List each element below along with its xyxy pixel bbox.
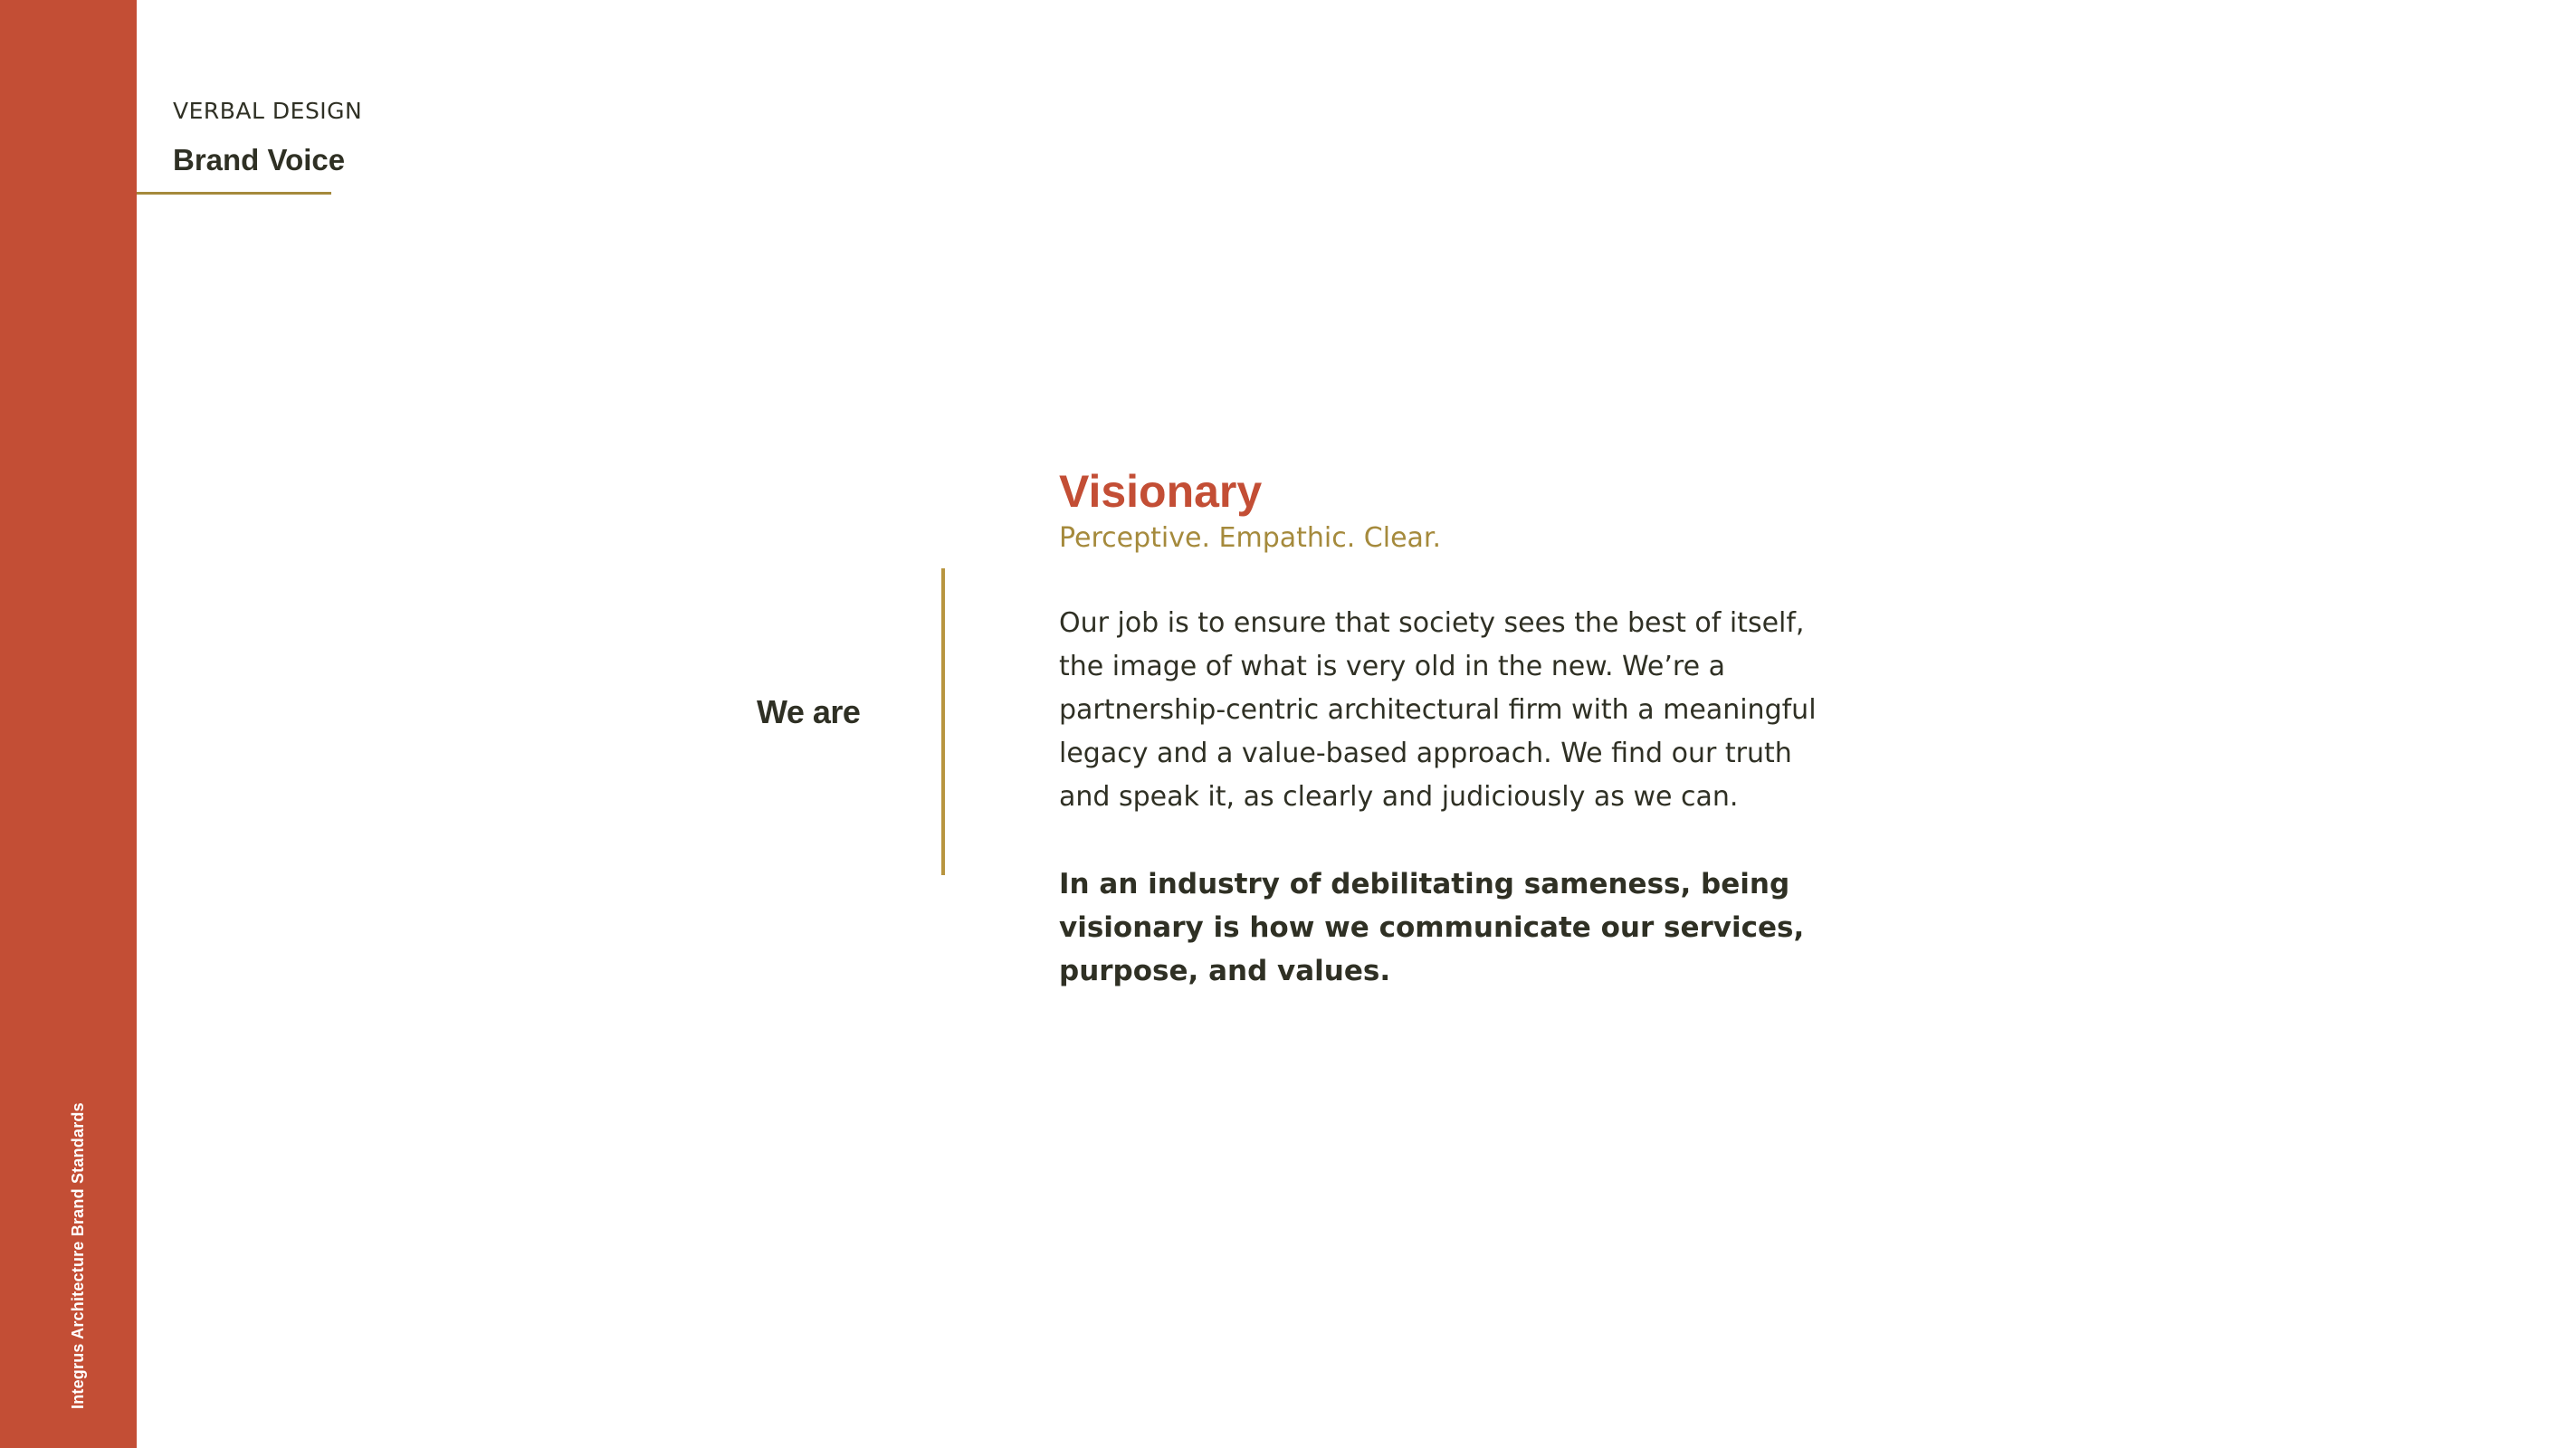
page-title: Brand Voice — [173, 143, 346, 176]
sidebar-label: Integrus Architecture Brand Standards — [69, 1102, 87, 1409]
vertical-divider — [941, 568, 945, 875]
emphasis-statement: In an industry of debilitating sameness, being visionary is how we communicate our services, purpose, and values. — [1059, 868, 1805, 987]
we-are-label: We are — [757, 693, 861, 730]
body-paragraph: Our job is to ensure that society sees the best of itself, the image of what is very old in the new. We’re a partnership-centric architectural firm with a meaningful legacy and a value-based approach. We find our truth and speak it, as clearly and judiciously as we can. — [1059, 607, 1817, 813]
brand-voice-content — [1059, 464, 1837, 993]
section-kicker: VERBAL DESIGN — [173, 98, 363, 124]
brand-sidebar — [0, 0, 137, 1448]
headline: Visionary — [1059, 466, 1263, 517]
subheadline: Perceptive. Empathic. Clear. — [1059, 522, 1442, 554]
title-underline — [137, 192, 331, 195]
